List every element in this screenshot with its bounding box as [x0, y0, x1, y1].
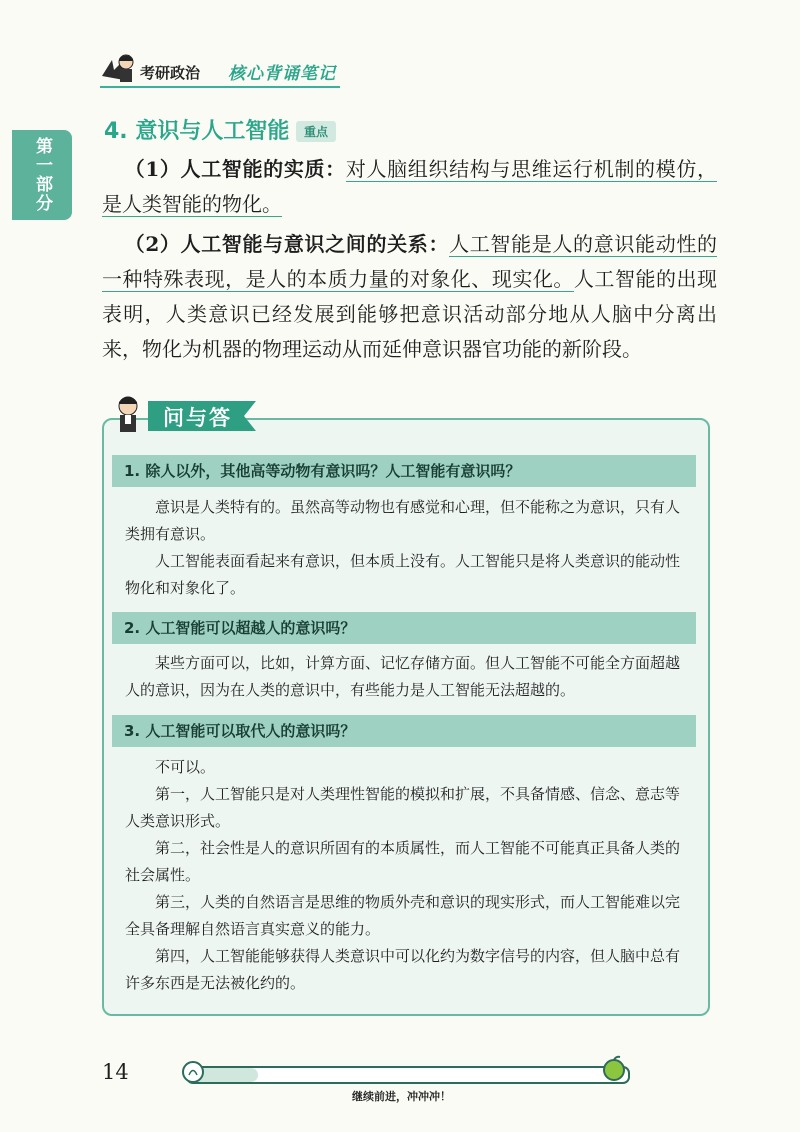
- paragraph-essence: [102, 152, 717, 222]
- paragraph-relation: [102, 227, 717, 367]
- question-title: 1. 除人以外，其他高等动物有意识吗？人工智能有意识吗？: [112, 455, 696, 487]
- answer-body: [125, 494, 685, 602]
- header-subtitle: 核心背诵笔记: [228, 64, 336, 84]
- paragraph-label: （2）人工智能与意识之间的关系：: [124, 232, 450, 256]
- header-title: 考研政治: [140, 64, 201, 82]
- page-number: 14: [102, 1060, 129, 1084]
- page-header: [100, 50, 360, 90]
- paragraph-text-underlined: 人工智能是人的意识能动性的一种特殊表现，是人的本质力量的对象化、现实化。: [102, 232, 718, 291]
- answer-paragraph: 不可以。: [155, 758, 216, 776]
- progress-bar: [186, 1066, 630, 1084]
- answer-paragraph: 第二，社会性是人的意识所固有的本质属性，而人工智能不可能真正具备人类的社会属性。: [125, 839, 681, 884]
- answer-paragraph: 某些方面可以，比如，计算方面、记忆存储方面。但人工智能不可能全方面超越人的意识，因为在人类的意识中，有些能力是人工智能无法超越的。: [125, 654, 681, 699]
- answer-paragraph: 第一，人工智能只是对人类理性智能的模拟和扩展，不具备情感、信念、意志等人类意识形式。: [125, 785, 681, 830]
- answer-paragraph: 人工智能表面看起来有意识，但本质上没有。人工智能只是将人类意识的能动性物化和对象化了。: [125, 552, 681, 597]
- paragraph-text: 人工智能的出现表明，人类意识已经发展到能够把意识活动部分地从人脑中分离出来，物化为机器的物理运动从而延伸意识器官功能的新阶段。: [102, 267, 718, 361]
- answer-paragraph: 意识是人类特有的。虽然高等动物也有感觉和心理，但不能称之为意识，只有人类拥有意识。: [125, 498, 681, 543]
- answer-paragraph: 第四，人工智能能够获得人类意识中可以化约为数字信号的内容，但人脑中总有许多东西是无法被化约的。: [125, 947, 681, 992]
- apple-icon: [600, 1054, 628, 1082]
- section-title: 4. 意识与人工智能: [104, 119, 290, 144]
- answer-body: [125, 650, 685, 704]
- answer-paragraph: 第三，人类的自然语言是思维的物质外壳和意识的现实形式，而人工智能难以完全具备理解自然语言真实意义的能力。: [125, 893, 681, 938]
- answer-body: [125, 754, 685, 997]
- question-title: 3. 人工智能可以取代人的意识吗？: [112, 715, 696, 747]
- question-title: 2. 人工智能可以超越人的意识吗？: [112, 612, 696, 644]
- paragraph-label: （1）人工智能的实质：: [124, 157, 346, 181]
- mascot-icon: [106, 392, 150, 436]
- chapter-side-tab: 第一部分: [12, 130, 72, 220]
- sprout-icon: [181, 1060, 205, 1084]
- mascot-icon: [100, 50, 138, 88]
- qa-label: 问与答: [163, 406, 232, 430]
- header-divider: [100, 86, 340, 88]
- footer-slogan: 继续前进，冲冲冲！: [352, 1090, 451, 1103]
- paragraph-text: 对人脑组织结构与思维运行机制的模仿，是人类智能的物化。: [102, 157, 717, 216]
- key-point-badge: 重点: [296, 121, 336, 142]
